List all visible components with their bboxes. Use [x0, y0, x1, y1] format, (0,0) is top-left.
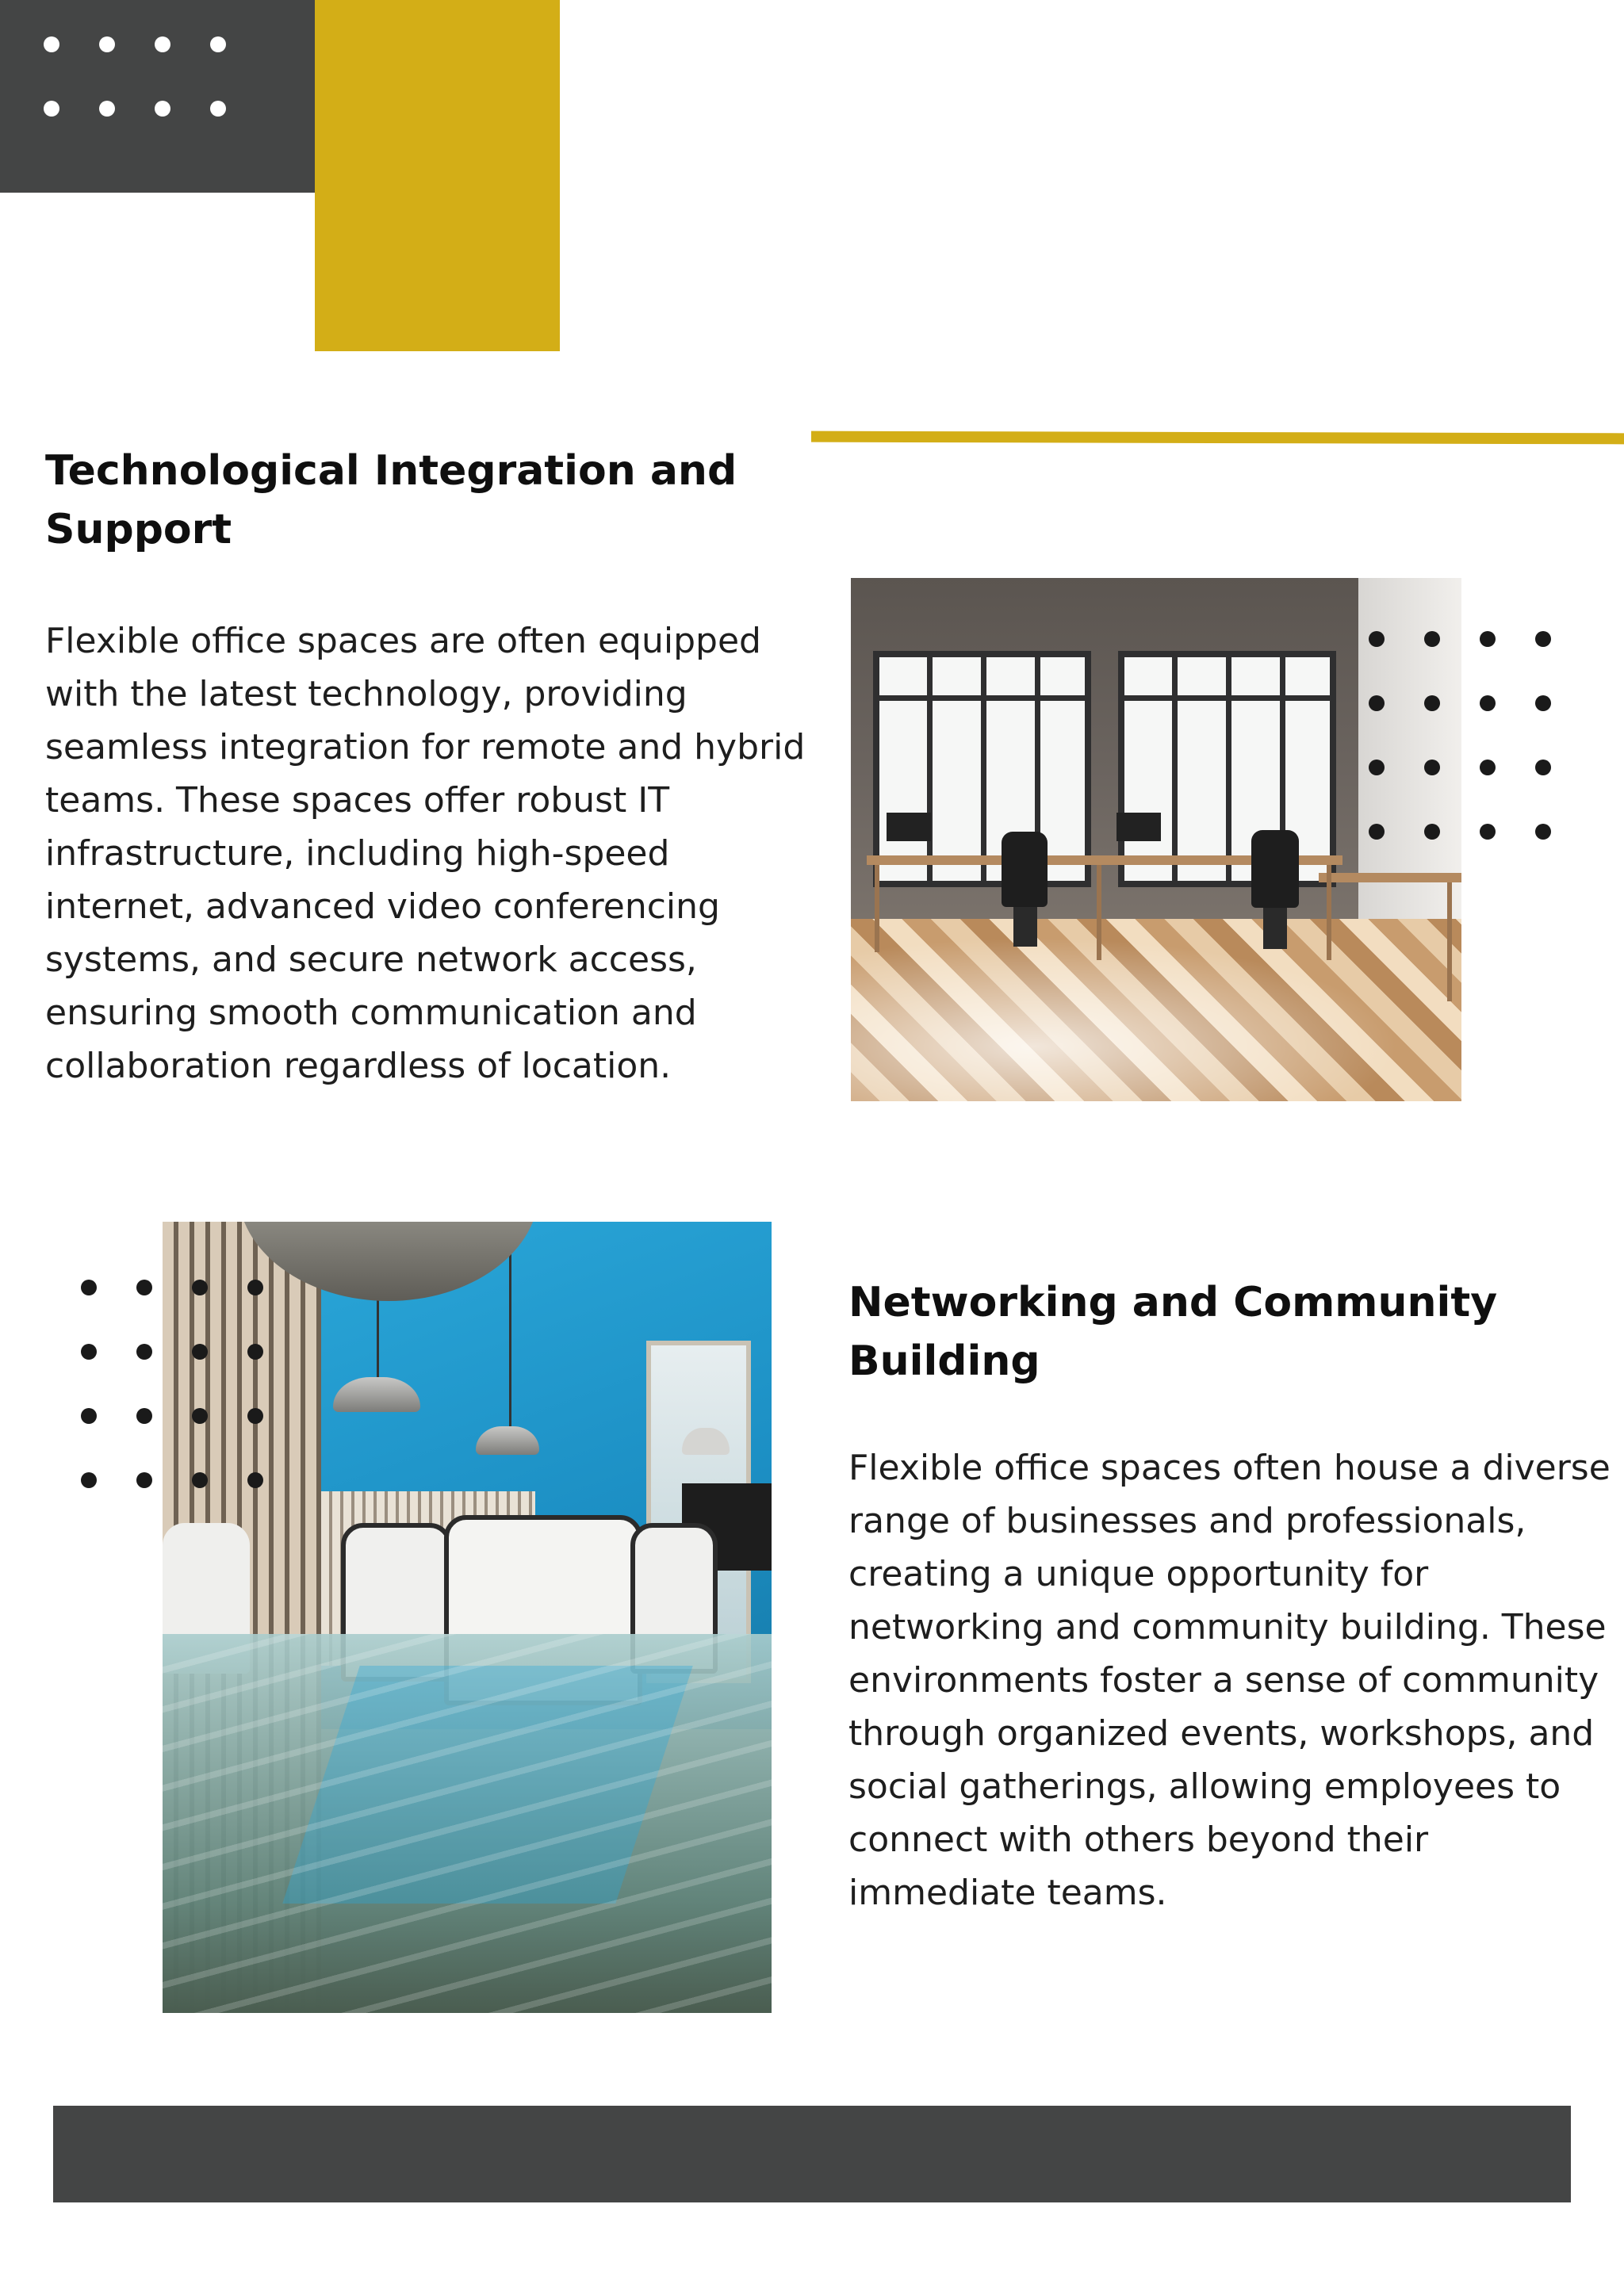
section-heading-networking: Networking and Community Building — [848, 1279, 1498, 1385]
gold-divider-line — [811, 431, 1624, 445]
photo-dot-grid-bottom — [81, 1280, 303, 1536]
section-heading-technology: Technological Integration and Support — [45, 447, 737, 553]
photo-dot-grid-top — [1369, 631, 1591, 888]
section-body-networking: Flexible office spaces often house a diverse range of businesses and professionals, creating a unique opportunity for networking and community building. These environments foster a sense of community through organized events, workshops, and social gatherings, allowing employees to connect with others beyond their immediate teams. — [848, 1448, 1611, 1913]
header-dot-grid — [44, 36, 266, 165]
header-gold-block — [315, 0, 560, 351]
footer-bar — [53, 2106, 1571, 2202]
section-body-technology: Flexible office spaces are often equipped with the latest technology, providing seamless integration for remote and hybrid teams. These spaces offer robust IT infrastructure, including high-speed internet, advanced video conferencing systems, and secure network access, ensuring smooth communication and collaboration regardless of location. — [45, 621, 806, 1086]
